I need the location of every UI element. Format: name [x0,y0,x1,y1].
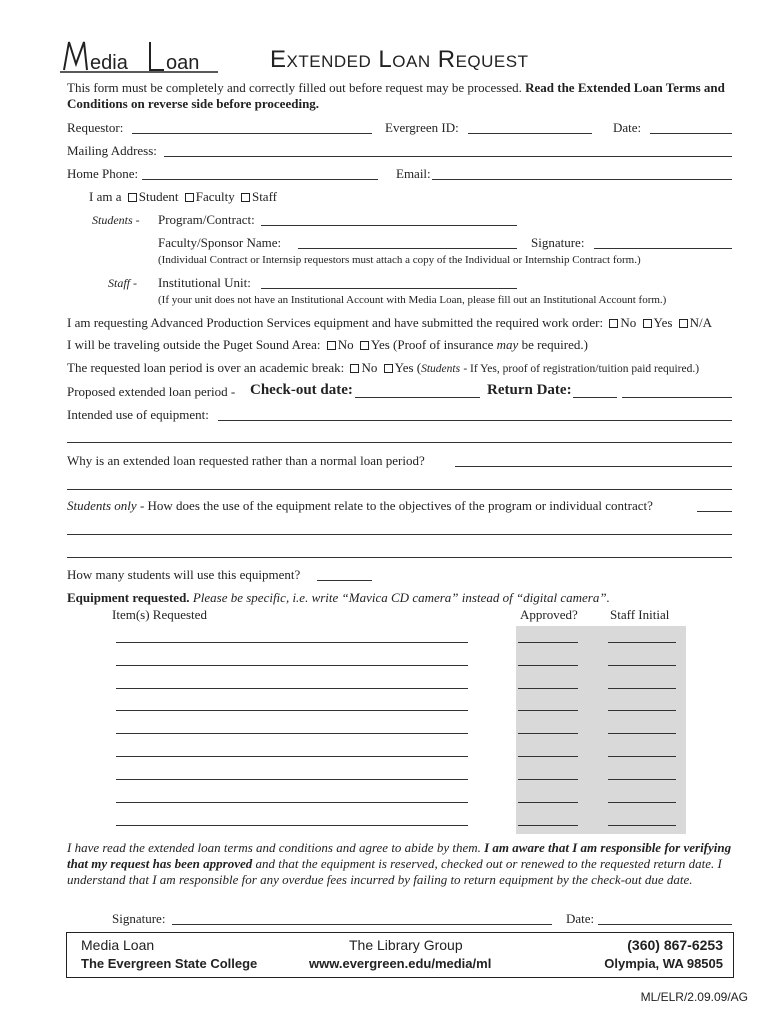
q3-text: The requested loan period is over an academic break: [67,360,345,375]
page-title: Extended Loan Request [270,46,529,73]
agreement-date-label: Date: [566,911,595,926]
student-checkbox[interactable] [128,193,137,202]
return-date-field-b[interactable] [622,397,732,398]
faculty-sponsor-label: Faculty/Sponsor Name: [158,235,282,250]
q1-no-checkbox[interactable] [609,319,618,328]
item-requested-field[interactable] [116,825,468,826]
return-date-label: Return Date: [487,382,572,398]
approved-field[interactable] [518,688,578,689]
staff-initial-field[interactable] [608,779,676,780]
intro-bold: Read the Extended Loan Terms and Conditions on reverse side before proceeding. [67,80,725,111]
agreement-signature-field[interactable] [172,924,552,925]
approved-field[interactable] [518,756,578,757]
intro-plain: This form must be completely and correctly filled out before request may be processed. [67,80,522,95]
q2-text: I will be traveling outside the Puget Sound Area: [67,337,321,352]
q3-yes-checkbox[interactable] [384,364,393,373]
date-field[interactable] [650,133,732,134]
staff-note: (If your unit does not have an Institutional Account with Media Loan, please fill out an Institutional Account form.) [158,294,667,306]
q3-no: No [361,360,378,375]
approved-field[interactable] [518,825,578,826]
svg-text:oan: oan [166,52,200,74]
how-many-label: How many students will use this equipment? [67,567,301,582]
staff-initial-field[interactable] [608,665,676,666]
question-travel [67,337,588,353]
student-option: Student [138,189,179,204]
role-label: I am a [89,189,122,204]
institutional-unit-field[interactable] [261,288,517,289]
relate-field-3[interactable] [67,557,732,558]
q2-end: be required.) [521,337,588,352]
agreement-part3: and that the equipment is reserved, checked out or renewed to the requested return date. I understand that I am responsible for any overdue fees incurred by failing to return equipment by the check-out due date. [67,856,722,887]
item-requested-field[interactable] [116,779,468,780]
staff-initial-column-header: Staff Initial [610,607,670,622]
intended-use-label: Intended use of equipment: [67,407,209,422]
q2-yes-checkbox[interactable] [360,341,369,350]
footer-phone: (360) 867-6253 [627,937,723,953]
q1-text: I am requesting Advanced Production Services equipment and have submitted the required work order: [67,315,604,330]
q1-yes-checkbox[interactable] [643,319,652,328]
q3-rest: - If Yes, proof of registration/tuition paid required.) [463,363,700,375]
why-field[interactable] [455,466,732,467]
items-column-header: Item(s) Requested [112,607,207,622]
q2-no: No [337,337,354,352]
role-row [89,189,277,205]
footer-group: The Library Group [349,937,463,953]
footer-box [66,932,734,978]
q1-no: No [620,315,637,330]
faculty-checkbox[interactable] [185,193,194,202]
q3-students: Students [421,363,461,375]
item-requested-field[interactable] [116,665,468,666]
q3-yes: Yes ( [394,360,422,375]
relate-field-2[interactable] [67,534,732,535]
approved-field[interactable] [518,802,578,803]
equipment-heading-italic: Please be specific, i.e. write “Mavica CD camera” instead of “digital camera”. [192,590,610,605]
proposed-period-label: Proposed extended loan period - [67,384,236,399]
evergreen-id-field[interactable] [468,133,592,134]
students-note: (Individual Contract or Internsip requestors must attach a copy of the Individual or Internship Contract form.) [158,254,641,266]
item-requested-field[interactable] [116,710,468,711]
staff-checkbox[interactable] [241,193,250,202]
home-phone-field[interactable] [142,179,378,180]
svg-text:edia: edia [90,52,128,74]
item-requested-field[interactable] [116,642,468,643]
agreement-part1: I have read the extended loan terms and conditions and agree to abide by them. [67,840,481,855]
question-aps [67,315,712,331]
agreement-date-field[interactable] [598,924,732,925]
relate-field[interactable] [697,511,732,512]
staff-initial-field[interactable] [608,825,676,826]
item-requested-field[interactable] [116,756,468,757]
intro-text [67,80,747,112]
staff-initial-field[interactable] [608,642,676,643]
form-code: ML/ELR/2.09.09/AG [640,990,748,1004]
students-label: Students - [92,213,140,227]
faculty-sponsor-field[interactable] [298,248,517,249]
staff-initial-field[interactable] [608,756,676,757]
intended-use-field[interactable] [218,420,732,421]
checkout-date-field[interactable] [355,397,480,398]
item-requested-field[interactable] [116,733,468,734]
why-label: Why is an extended loan requested rather than a normal loan period? [67,453,425,468]
question-break [67,360,699,377]
home-phone-label: Home Phone: [67,166,139,181]
q3-no-checkbox[interactable] [350,364,359,373]
staff-label: Staff - [108,276,137,290]
approved-column-header: Approved? [520,607,578,622]
media-loan-logo [60,36,220,76]
checkout-date-label: Check-out date: [250,382,353,398]
approved-field[interactable] [518,665,578,666]
equipment-heading-bold: Equipment requested. [67,590,190,605]
date-label: Date: [613,120,642,135]
evergreen-id-label: Evergreen ID: [385,120,459,135]
email-label: Email: [396,166,431,181]
students-only-label: Students only [67,498,137,513]
return-date-field-a[interactable] [573,397,617,398]
why-field-2[interactable] [67,489,732,490]
mailing-address-label: Mailing Address: [67,143,157,158]
q2-may: may [496,337,519,352]
staff-initial-field[interactable] [608,688,676,689]
q1-na: N/A [689,315,713,330]
q1-yes: Yes [653,315,673,330]
item-requested-field[interactable] [116,688,468,689]
program-contract-label: Program/Contract: [158,212,255,227]
approved-field[interactable] [518,710,578,711]
footer-url: www.evergreen.edu/media/ml [309,956,492,971]
footer-dept: Media Loan [81,937,155,953]
agreement-signature-label: Signature: [112,911,166,926]
q2-yes: Yes (Proof of insurance [370,337,494,352]
staff-initial-field[interactable] [608,733,676,734]
requestor-label: Requestor: [67,120,124,135]
footer-city: Olympia, WA 98505 [604,956,723,971]
sponsor-signature-label: Signature: [531,235,585,250]
how-many-field[interactable] [317,580,372,581]
approved-field[interactable] [518,733,578,734]
staff-option: Staff [251,189,278,204]
footer-college: The Evergreen State College [81,956,258,971]
equipment-heading [67,590,610,606]
approved-field[interactable] [518,642,578,643]
staff-initial-field[interactable] [608,802,676,803]
logo-graphic [60,36,220,76]
sponsor-signature-field[interactable] [594,248,732,249]
students-only-question [67,498,653,514]
q2-no-checkbox[interactable] [327,341,336,350]
staff-initial-field[interactable] [608,710,676,711]
agreement-text [67,840,743,888]
institutional-unit-label: Institutional Unit: [158,275,251,290]
email-field[interactable] [432,179,732,180]
mailing-address-field[interactable] [164,156,732,157]
item-requested-field[interactable] [116,802,468,803]
q1-na-checkbox[interactable] [679,319,688,328]
requestor-field[interactable] [132,133,372,134]
program-contract-field[interactable] [261,225,517,226]
intended-use-field-2[interactable] [67,442,732,443]
relate-text: - How does the use of the equipment relate to the objectives of the program or individual contract? [139,498,653,513]
approved-field[interactable] [518,779,578,780]
agreement-part2: I am aware that I am responsible for verifying that my request has been approved [67,840,732,871]
faculty-option: Faculty [195,189,235,204]
